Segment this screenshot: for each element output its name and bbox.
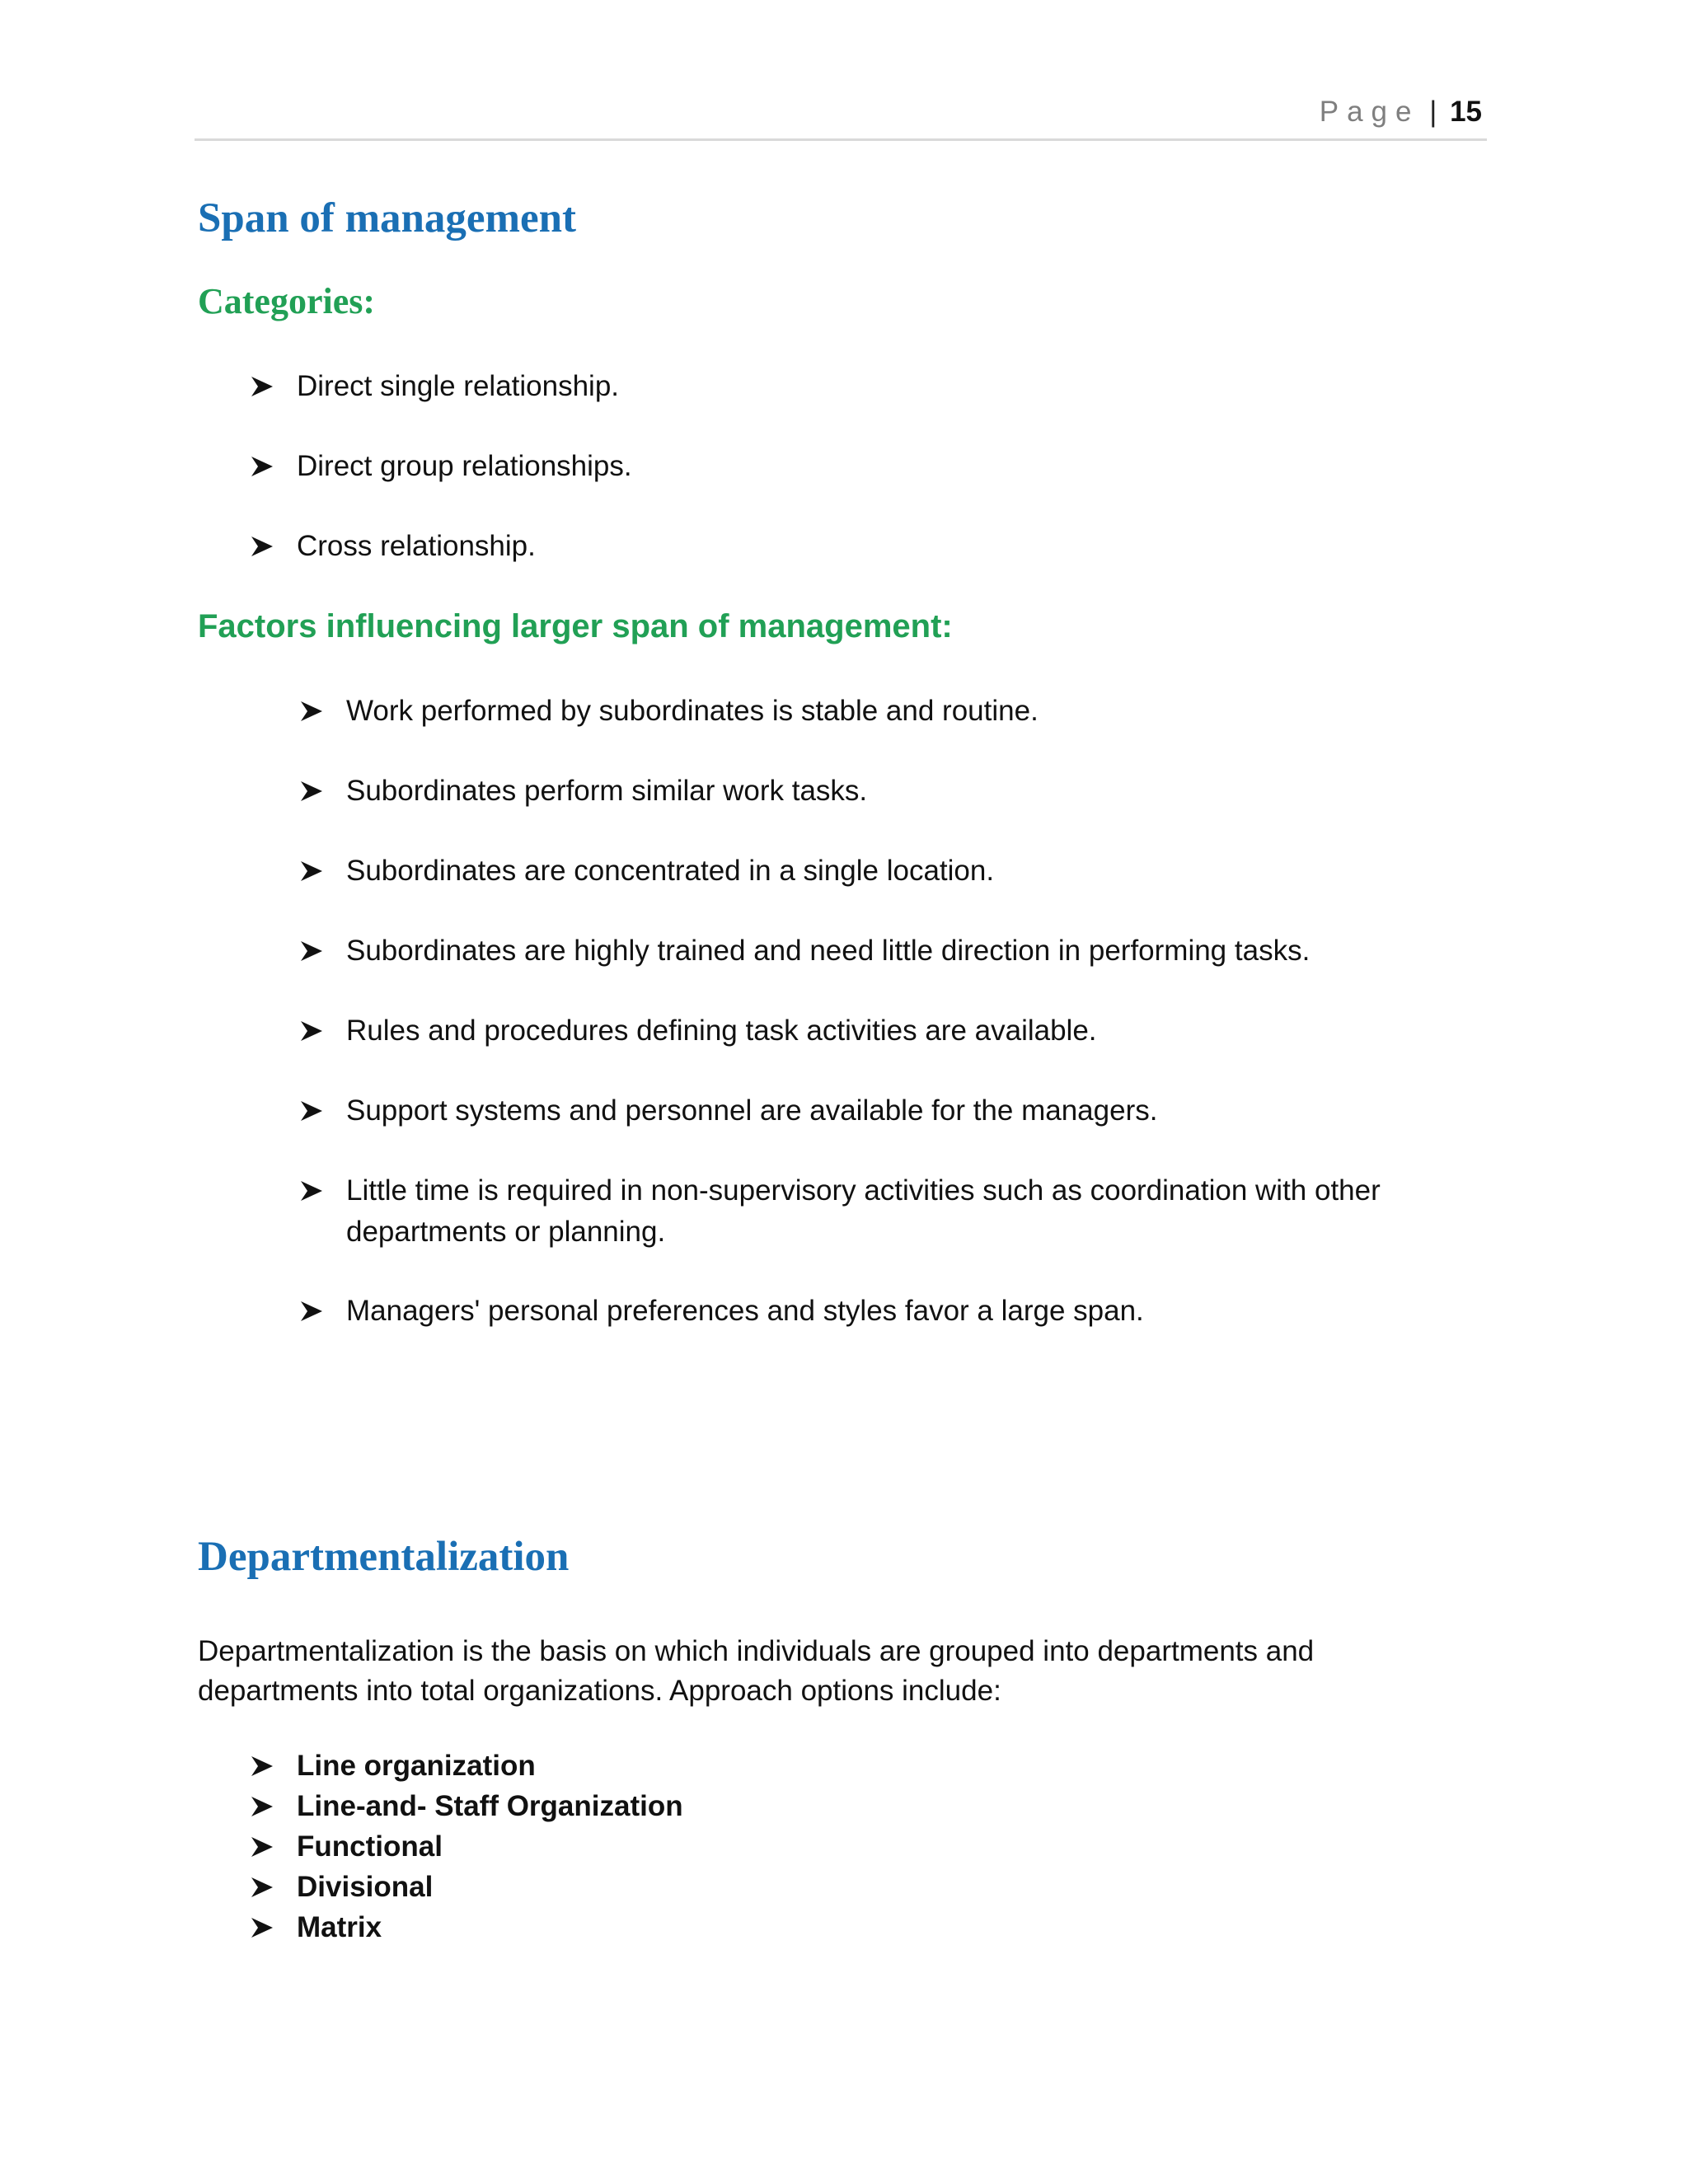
arrowhead-bullet-icon [247,1826,280,1868]
arrowhead-bullet-icon [297,1170,330,1212]
section-title-departmentalization: Departmentalization [198,1534,570,1580]
factor-text: Subordinates perform similar work tasks. [346,775,868,807]
arrowhead-bullet-icon [297,1090,330,1132]
arrowhead-bullet-icon [247,1867,280,1908]
factor-text: Support systems and personnel are available for the managers. [346,1094,1158,1127]
category-text: Direct single relationship. [297,370,620,402]
page-header [195,91,1487,141]
arrowhead-bullet-icon [297,930,330,972]
page-word: Page [1319,96,1420,128]
category-text: Cross relationship. [297,530,536,562]
factor-text: Rules and procedures defining task activities are available. [346,1015,1097,1047]
arrowhead-bullet-icon [247,1907,280,1948]
approach-text: Line organization [297,1750,536,1782]
factor-text: Little time is required in non-supervisory activities such as coordination with other departments or planning. [346,1174,1381,1248]
section-title-span-of-management: Span of management [198,195,577,241]
approach-text: Divisional [297,1871,434,1903]
arrowhead-bullet-icon [247,1746,280,1787]
list-item [247,1907,382,1947]
list-item [297,691,1039,732]
list-item [297,1170,1484,1253]
list-item [297,851,994,892]
approach-text: Functional [297,1830,443,1863]
arrowhead-bullet-icon [297,691,330,732]
list-item [297,1010,1097,1052]
list-item [297,930,1310,972]
page-number: 15 [1450,96,1482,128]
list-item [247,1826,443,1867]
arrowhead-bullet-icon [247,1786,280,1827]
arrowhead-bullet-icon [247,526,280,567]
list-item [247,446,632,487]
list-item [247,366,619,407]
arrowhead-bullet-icon [297,851,330,892]
list-item [297,771,867,812]
arrowhead-bullet-icon [297,1291,330,1332]
list-item [247,526,536,567]
factor-text: Subordinates are highly trained and need little direction in performing tasks. [346,935,1311,967]
factors-heading: Factors influencing larger span of management: [198,608,953,644]
approach-text: Line-and- Staff Organization [297,1790,683,1822]
factor-text: Managers' personal preferences and styles favor a large span. [346,1295,1144,1327]
list-item [247,1867,433,1907]
factor-text: Work performed by subordinates is stable and routine. [346,695,1039,727]
arrowhead-bullet-icon [247,366,280,407]
factor-text: Subordinates are concentrated in a single location. [346,855,995,887]
page-number-label [1320,96,1482,129]
categories-heading: Categories: [198,281,376,321]
page-separator: | [1429,96,1437,128]
departmentalization-paragraph: Departmentalization is the basis on which individuals are grouped into departments and departments into total organizations. Approach options include: [198,1635,1315,1707]
category-text: Direct group relationships. [297,450,632,482]
list-item [297,1291,1144,1332]
arrowhead-bullet-icon [297,1010,330,1052]
list-item [247,1746,536,1786]
approach-text: Matrix [297,1911,382,1943]
list-item [297,1090,1157,1132]
arrowhead-bullet-icon [297,771,330,812]
arrowhead-bullet-icon [247,446,280,487]
list-item [247,1786,683,1826]
